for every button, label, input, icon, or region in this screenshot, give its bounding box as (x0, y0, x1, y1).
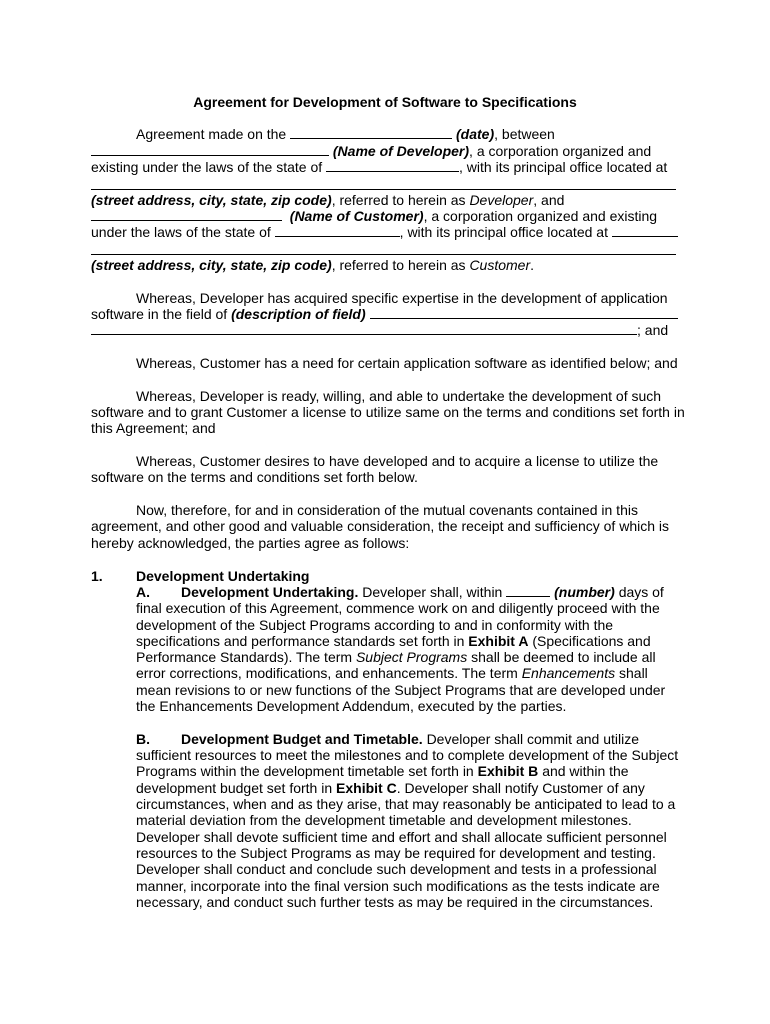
customer-state-blank (275, 224, 400, 237)
date-blank (290, 126, 452, 139)
subsection-b-line-1: Development Budget and Timetable. Developer shall commit and utilize (181, 731, 639, 747)
subsection-a-line-8: the Enhancements Development Addendum, executed by the parties. (136, 698, 567, 714)
whereas-3-line-3: this Agreement; and (91, 420, 216, 436)
preamble-line-2: (Name of Developer), a corporation organized and (91, 143, 651, 159)
subsection-a-line-1: Development Undertaking. Developer shall, within (number) days of (181, 584, 664, 600)
developer-name-blank (91, 143, 329, 156)
now-therefore-line-2: agreement, and other good and valuable consideration, the receipt and sufficiency of which is (91, 518, 669, 534)
customer-office-blank (612, 224, 678, 237)
now-therefore-line-3: hereby acknowledged, the parties agree as follows: (91, 535, 410, 551)
whereas-2: Whereas, Customer has a need for certain application software as identified below; and (136, 355, 678, 371)
document-title: Agreement for Development of Software to Specifications (193, 94, 577, 110)
preamble-line-9: (street address, city, state, zip code), referred to herein as Customer. (91, 257, 535, 273)
subsection-b-line-4: development budget set forth in Exhibit C. Developer shall notify Customer of any (136, 780, 645, 796)
developer-address-blank (91, 189, 676, 190)
subsection-b-line-2: sufficient resources to meet the milestones and to complete development of the Subject (136, 747, 679, 763)
whereas-3-line-2: software and to grant Customer a license to utilize same on the terms and conditions set forth in (91, 404, 685, 420)
subsection-b-line-10: manner, incorporate into the final version such modifications as the tests indicate are (136, 878, 660, 894)
subsection-a-line-3: development of the Subject Programs according to and in conformity with the (136, 617, 614, 633)
field-description-blank (370, 306, 678, 319)
now-therefore-line-1: Now, therefore, for and in consideration of the mutual covenants contained in this (136, 502, 638, 518)
customer-address-blank (91, 254, 676, 255)
subsection-a-line-7: mean revisions to or new functions of the Subject Programs that are developed under (136, 682, 666, 698)
subsection-a-line-4: specifications and performance standards set forth in Exhibit A (Specifications and (136, 633, 651, 649)
subsection-b-line-8: resources to the Subject Programs as may be required for development and testing. (136, 845, 656, 861)
preamble-line-7: under the laws of the state of , with its principal office located at (91, 224, 678, 240)
subsection-a-line-5: Performance Standards). The term Subject Programs shall be deemed to include all (136, 649, 656, 665)
preamble-line-5: (street address, city, state, zip code), referred to herein as Developer, and (91, 192, 565, 208)
preamble-line-6: (Name of Customer), a corporation organized and existing (91, 208, 657, 224)
developer-state-blank (326, 159, 459, 172)
subsection-b-line-6: material deviation from the development timetable and development milestones. (136, 812, 632, 828)
whereas-1-line-1: Whereas, Developer has acquired specific expertise in the development of application (136, 290, 668, 306)
whereas-1-line-3: ; and (91, 322, 668, 338)
whereas-4-line-2: software on the terms and conditions set forth below. (91, 469, 418, 485)
field-description-blank-2 (91, 322, 637, 335)
days-number-blank (506, 584, 550, 597)
subsection-b-line-5: circumstances, when and as they arise, that may reasonably be anticipated to lead to a (136, 796, 676, 812)
subsection-b-letter: B. (136, 731, 150, 747)
preamble-line-1: Agreement made on the (date), between (136, 126, 555, 142)
subsection-a-letter: A. (136, 584, 150, 600)
whereas-1-line-2: software in the field of (description of field) (91, 306, 678, 322)
preamble-line-3: existing under the laws of the state of , with its principal office located at (91, 159, 668, 175)
whereas-3-line-1: Whereas, Developer is ready, willing, and able to undertake the development of such (136, 388, 662, 404)
subsection-a-line-2: final execution of this Agreement, commence work on and diligently proceed with the (136, 600, 660, 616)
subsection-b-line-3: Programs within the development timetable set forth in Exhibit B and within the (136, 763, 629, 779)
section-1-heading: Development Undertaking (136, 568, 310, 584)
customer-name-blank (91, 208, 282, 221)
subsection-a-line-6: error corrections, modifications, and enhancements. The term Enhancements shall (136, 665, 648, 681)
subsection-b-line-9: Developer shall conduct and conclude such development and tests in a professional (136, 861, 657, 877)
whereas-4-line-1: Whereas, Customer desires to have developed and to acquire a license to utilize the (136, 453, 659, 469)
subsection-b-line-11: necessary, and conduct such further tests as may be required in the circumstances. (136, 894, 654, 910)
subsection-b-line-7: Developer shall devote sufficient time and effort and shall allocate sufficient personnel (136, 829, 667, 845)
section-1-number: 1. (91, 568, 103, 584)
